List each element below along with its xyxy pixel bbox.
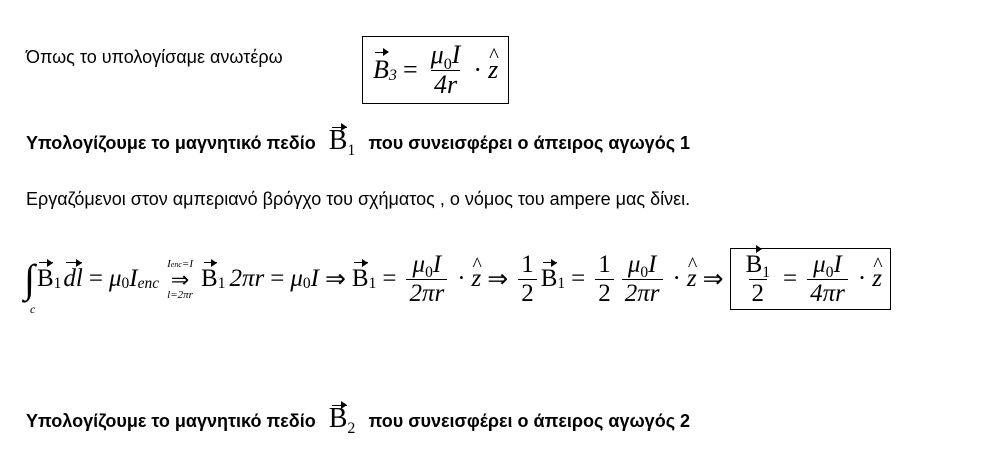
fraction-b1-half: $\frac{B_1}{2}$ <box>745 251 770 307</box>
current-symbol: I <box>451 40 461 69</box>
heading-after: που συνεισφέρει ο άπειρος αγωγός 2 <box>368 411 691 431</box>
fraction-half: $\frac{1}{2}$ <box>595 251 614 307</box>
vector-b1-sub: 1 <box>347 142 356 159</box>
denominator: 4r <box>431 70 460 100</box>
ampere-intro-text: Εργαζόμενοι στον αμπεριανό βρόγχο του σχήματος , ο νόμος του ampere μας δίνει. <box>26 189 691 209</box>
current-symbol: I <box>129 265 138 292</box>
subscript-1: 1 <box>53 275 62 293</box>
fraction-half: $\frac{1}{2}$ <box>518 251 537 307</box>
subscript: 3 <box>388 66 397 84</box>
mu-subscript: 0 <box>121 275 130 293</box>
fraction-mu-i-2pir: $\frac{\mu_0I}{2\pi r}$ <box>406 251 447 307</box>
ampere-equation: ∫ c B 1 dl = μ 0 I enc Ienc=I ⇒ l=2πr B 1 2πr = μ 0 I ⇒ B 1 = $\frac{\mu_0I}{2\pi r}$ · ^ z ⇒ $\frac{1}{2}$ B 1 = $\frac{1}{2}$ $\frac{\mu_0I}{2\pi r}$ · ^ z ⇒ $\frac{B_1}{2}$ = $\frac{\mu_0I}{4\pi r}$ · ^ z <box>24 248 891 310</box>
heading-before: Υπολογίζουμε το μαγνητικό πεδίο <box>26 133 316 153</box>
mu-subscript: 0 <box>443 55 452 73</box>
mu-symbol: μ <box>430 40 444 69</box>
vector-b: B <box>373 55 389 85</box>
heading-before: Υπολογίζουμε το μαγνητικό πεδίο <box>26 411 316 431</box>
result-box: $\frac{B_1}{2}$ = $\frac{\mu_0I}{4\pi r}$ · ^ z <box>730 248 891 310</box>
vector-b2: B <box>328 403 348 434</box>
intro-text: Όπως το υπολογίσαμε ανωτέρω <box>26 47 283 67</box>
equals-sign: = <box>88 265 103 292</box>
unit-vector-z: ^ z <box>488 55 498 85</box>
vector-b2-sub: 2 <box>347 420 356 437</box>
two-pi-r: 2πr <box>229 265 265 292</box>
vector-b1: B <box>201 265 218 292</box>
dl-vector: dl <box>63 265 83 292</box>
integral-sign: ∫ c <box>24 256 36 316</box>
mu-symbol: μ <box>108 265 122 292</box>
vector-b1: B <box>328 125 348 156</box>
heading-field-2 <box>26 403 691 437</box>
vector-b1: B <box>36 265 54 292</box>
implication-condition: Ienc=I ⇒ l=2πr <box>167 257 193 301</box>
dot-operator: · <box>473 55 483 85</box>
fraction-mu-i-4pir: $\frac{\mu_0I}{4\pi r}$ <box>807 251 848 307</box>
fraction-mu-i-2pir: $\frac{\mu_0I}{2\pi r}$ <box>622 251 663 307</box>
equals-sign: = <box>402 55 418 85</box>
equation-box <box>362 36 509 104</box>
equation-b3 <box>362 36 509 104</box>
fraction <box>428 41 464 99</box>
contour-label: c <box>30 302 36 316</box>
enc-subscript: enc <box>137 275 160 293</box>
unit-vector-z: ^ z <box>472 265 482 293</box>
heading-field-1 <box>26 125 691 159</box>
implies-arrow: ⇒ <box>324 266 346 293</box>
heading-after: που συνεισφέρει ο άπειρος αγωγός 1 <box>368 133 691 153</box>
